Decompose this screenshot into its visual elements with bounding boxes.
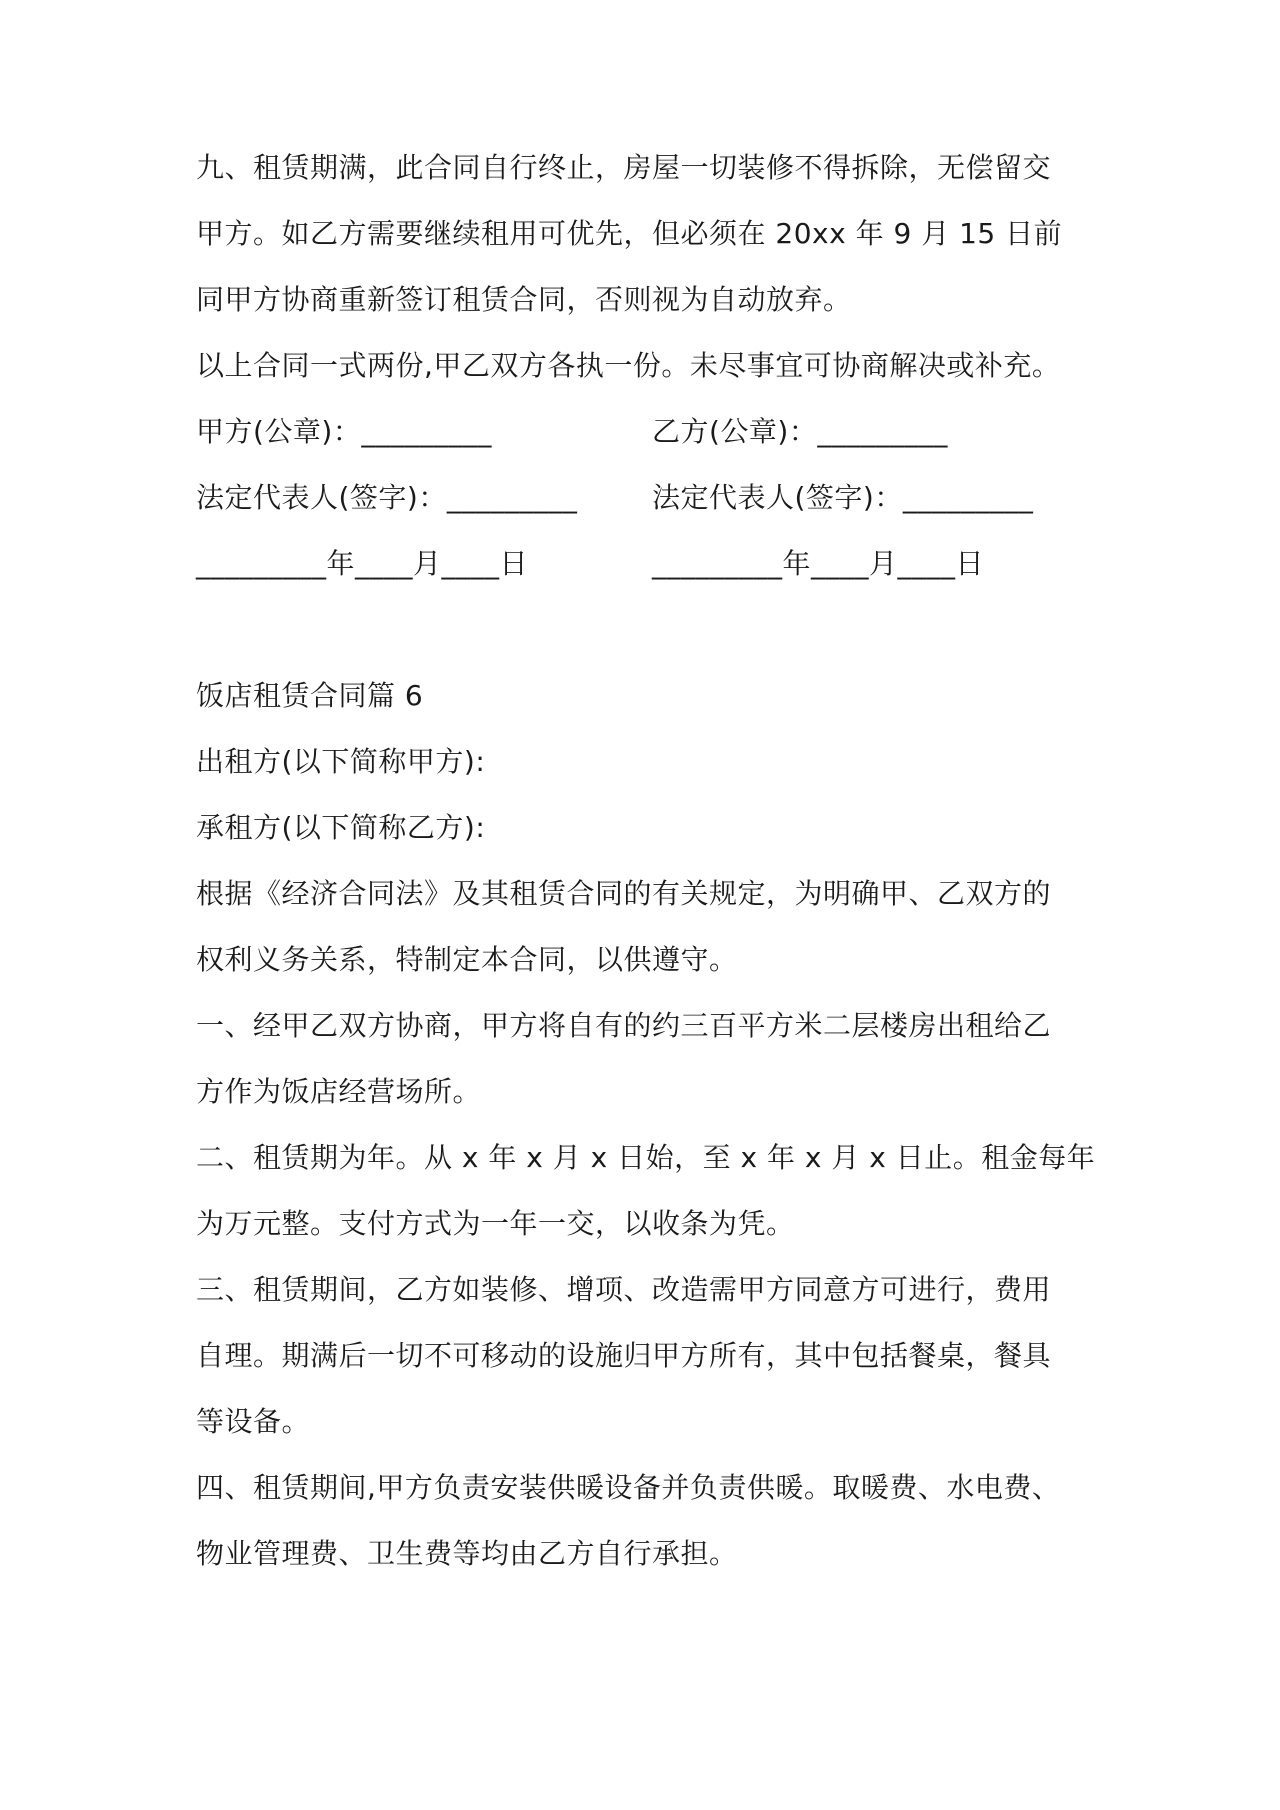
closing-paragraph: 以上合同一式两份,甲乙双方各执一份。未尽事宜可协商解决或补充。 — [196, 349, 1061, 382]
section9-line1: 九、租赁期满，此合同自行终止，房屋一切装修不得拆除，无偿留交 — [196, 151, 1052, 184]
clause2-line1: 二、租赁期为年。从 x 年 x 月 x 日始，至 x 年 x 月 x 日止。租金每年 — [196, 1141, 1096, 1174]
document-page — [196, 0, 1096, 1810]
party-a-seal-line: 甲方(公章)：_________ — [196, 415, 492, 448]
party-b-date-line: _________年____月____日 — [652, 547, 985, 580]
section9-line3: 同甲方协商重新签订租赁合同，否则视为自动放弃。 — [196, 283, 852, 316]
lessee-line: 承租方(以下简称乙方): — [196, 811, 486, 844]
clause3-line2: 自理。期满后一切不可移动的设施归甲方所有，其中包括餐桌，餐具 — [196, 1339, 1052, 1372]
party-b-rep-line: 法定代表人(签字)：_________ — [652, 481, 1034, 514]
preamble-line2: 权利义务关系，特制定本合同，以供遵守。 — [196, 943, 738, 976]
section-title: 饭店租赁合同篇 6 — [196, 679, 424, 712]
clause2-line2: 为万元整。支付方式为一年一交，以收条为凭。 — [196, 1207, 795, 1240]
clause3-line1: 三、租赁期间，乙方如装修、增项、改造需甲方同意方可进行，费用 — [196, 1273, 1052, 1306]
lessor-line: 出租方(以下简称甲方): — [196, 745, 486, 778]
party-b-seal-line: 乙方(公章)：_________ — [652, 415, 948, 448]
clause3-line3: 等设备。 — [196, 1405, 311, 1438]
clause1-line1: 一、经甲乙双方协商，甲方将自有的约三百平方米二层楼房出租给乙 — [196, 1009, 1052, 1042]
section9-line2: 甲方。如乙方需要继续租用可优先，但必须在 20xx 年 9 月 15 日前 — [196, 217, 1063, 250]
preamble-line1: 根据《经济合同法》及其租赁合同的有关规定，为明确甲、乙双方的 — [196, 877, 1052, 910]
party-a-rep-line: 法定代表人(签字)：_________ — [196, 481, 578, 514]
clause4-line1: 四、租赁期间,甲方负责安装供暖设备并负责供暖。取暖费、水电费、 — [196, 1471, 1061, 1504]
clause4-line2: 物业管理费、卫生费等均由乙方自行承担。 — [196, 1537, 738, 1570]
party-a-date-line: _________年____月____日 — [196, 547, 529, 580]
clause1-line2: 方作为饭店经营场所。 — [196, 1075, 482, 1108]
